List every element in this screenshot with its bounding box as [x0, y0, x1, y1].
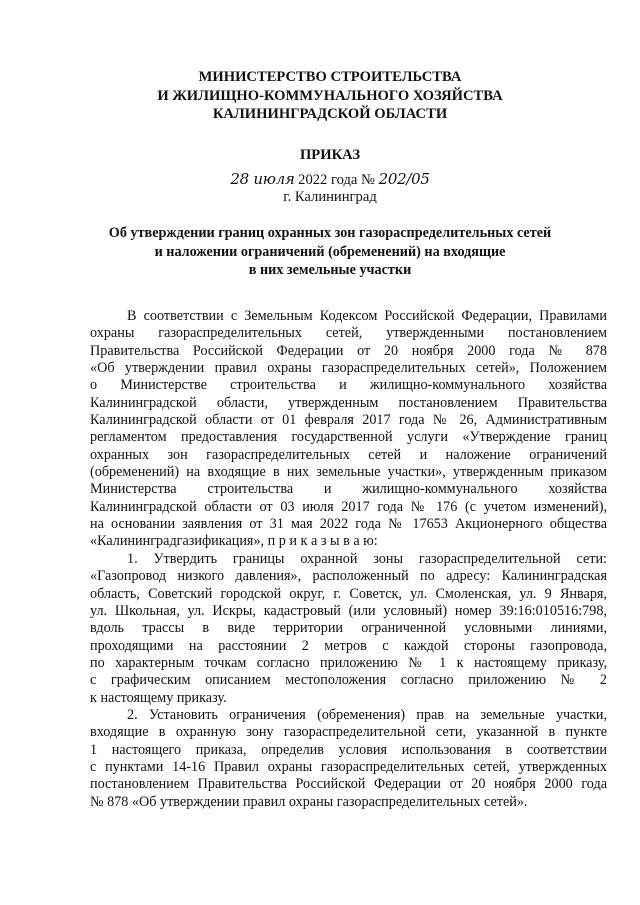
- paragraph-line: с пунктами 14-16 Правил охраны газораспределительных сетей, утвержденных: [90, 758, 607, 775]
- handwritten-date: 28 июля: [230, 170, 295, 188]
- paragraph-line: на основании заявления от 31 мая 2022 года № 17653 Акционерного общества: [90, 516, 607, 533]
- handwritten-number: 202/05: [378, 170, 430, 188]
- paragraph-line: вдоль трассы в виде территории ограниченной условными линиями,: [90, 620, 607, 637]
- order-subject: [10, 224, 640, 280]
- paragraph-line: № 878 «Об утверждении правил охраны газораспределительных сетей».: [90, 793, 528, 810]
- ministry-line: И ЖИЛИЩНО-КОММУНАЛЬНОГО ХОЗЯЙСТВА: [157, 87, 503, 104]
- paragraph-line: Калининградской области, утвержденным постановлением Правительства: [90, 394, 607, 411]
- ministry-name: [10, 68, 640, 124]
- order-body: [90, 308, 607, 811]
- subject-line: и наложении ограничений (обременений) на входящие: [154, 243, 506, 260]
- body-paragraph: [90, 707, 607, 811]
- city-name: г. Калининград: [283, 189, 377, 205]
- paragraph-line: входящие в охранную зону газораспределительной сети, указанной в пункте: [90, 724, 607, 741]
- ministry-line: КАЛИНИНГРАДСКОЙ ОБЛАСТИ: [212, 106, 448, 122]
- paragraph-line: область, Советский городской округ, г. Советск, ул. Смоленская, ул. 9 Января,: [90, 585, 607, 602]
- paragraph-line: по характерным точкам согласно приложению № 1 к настоящему приказу,: [90, 654, 607, 671]
- body-paragraph: [90, 308, 607, 551]
- paragraph-line: охраны газораспределительных сетей, утвержденными постановлением: [90, 325, 607, 342]
- paragraph-line: В соответствии с Земельным Кодексом Российской Федерации, Правилами: [127, 308, 607, 324]
- paragraph-line: 1 настоящего приказа, определив условия использования в соответствии: [90, 741, 607, 758]
- paragraph-line: ул. Школьная, ул. Искры, кадастровый (или условный) номер 39:16:010516:798,: [90, 602, 607, 619]
- paragraph-line: Калининградской области от 03 июля 2017 года № 176 (с учетом изменений),: [90, 498, 607, 515]
- paragraph-line: проходящими на расстоянии 2 метров с каждой стороны газопровода,: [90, 637, 607, 654]
- paragraph-line: 2. Установить ограничения (обременения) прав на земельные участки,: [127, 706, 607, 723]
- paragraph-line: охранных зон газораспределительных сетей и наложение ограничений: [90, 446, 607, 463]
- paragraph-line: о Министерстве строительства и жилищно-коммунального хозяйства: [90, 377, 607, 394]
- paragraph-line: (обременений) на входящие в них земельные участки», утвержденным приказом: [90, 464, 607, 481]
- paragraph-line: Калининградской области от 01 февраля 2017 года № 26, Административным: [90, 412, 607, 429]
- subject-line: в них земельные участки: [248, 262, 412, 278]
- document-type: ПРИКАЗ: [299, 147, 361, 163]
- subject-line: Об утверждении границ охранных зон газораспределительных сетей: [108, 225, 552, 241]
- ministry-line: МИНИСТЕРСТВО СТРОИТЕЛЬСТВА: [198, 69, 462, 85]
- date-text: 2022 года №: [298, 172, 375, 188]
- paragraph-line: «Калининградгазификация», п р и к а з ы в а ю:: [90, 533, 378, 550]
- order-date-line: [10, 169, 640, 190]
- paragraph-line: «Об утверждении правил охраны газораспределительных сетей», Положением: [90, 360, 607, 377]
- paragraph-line: Министерства строительства и жилищно-коммунального хозяйства: [90, 481, 607, 498]
- body-paragraph: [90, 551, 607, 707]
- paragraph-line: с графическим описанием местоположения согласно приложению № 2: [90, 672, 607, 689]
- paragraph-line: 1. Утвердить границы охранной зоны газораспределительной сети:: [127, 550, 607, 567]
- paragraph-line: постановлением Правительства Российской Федерации от 20 ноября 2000 года: [90, 776, 607, 793]
- paragraph-line: «Газопровод низкого давления», расположенный по адресу: Калининградская: [90, 568, 607, 585]
- paragraph-line: регламентом предоставления государственной услуги «Утверждение границ: [90, 429, 607, 446]
- paragraph-line: к настоящему приказу.: [90, 689, 227, 706]
- paragraph-line: Правительства Российской Федерации от 20 ноября 2000 года № 878: [90, 342, 607, 359]
